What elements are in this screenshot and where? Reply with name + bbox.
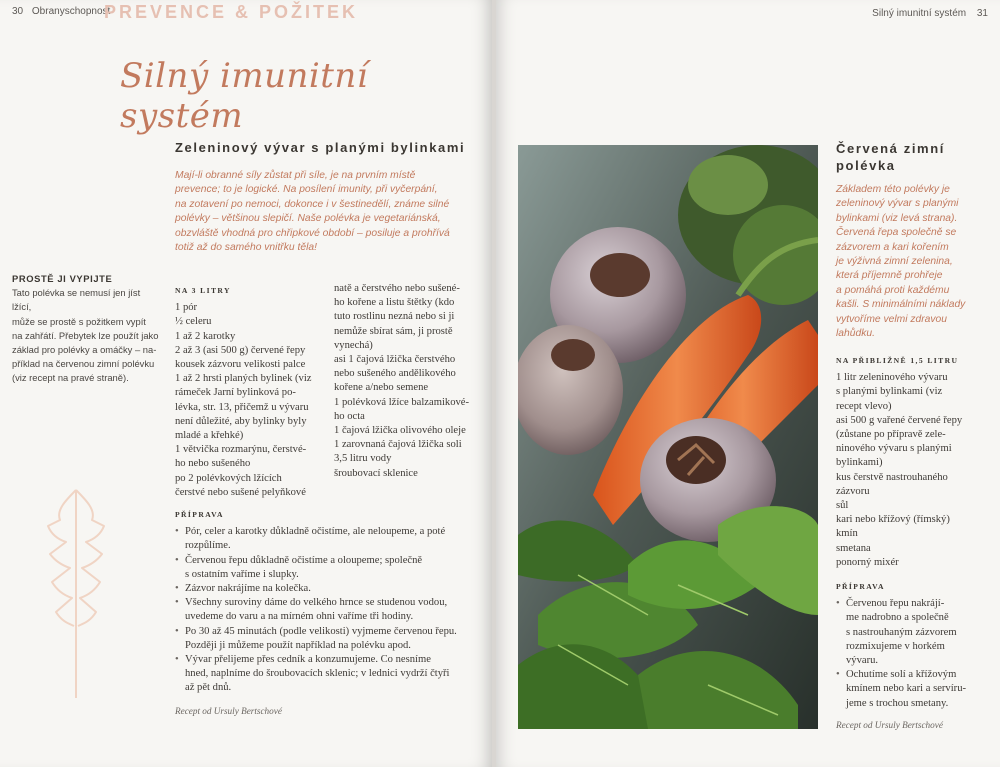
step-line: rozmixujeme v horkém (846, 640, 945, 652)
sidebar-line: může se prostě s požitkem vypít (12, 315, 146, 327)
ingredient-line: asi 500 g vařené červené řepy (836, 414, 963, 426)
step-line: • Zázvor nakrájíme na kolečka. (185, 583, 311, 595)
ingredient-line: nebo sušeného andělikového (334, 368, 456, 380)
sidebar-line: Tato polévka se nemusí jen jíst lžící, (12, 287, 141, 313)
ingredient-line: rámeček Jarní bylinková po- (175, 387, 296, 399)
quantity-label-right: NA PŘIBLIŽNĚ 1,5 LITRU (836, 356, 959, 365)
ingredient-line: kari nebo křížový (římský) (836, 514, 950, 526)
ingredient-line: ho kořene a listu štětky (kdo (334, 297, 455, 309)
intro-line: zázvorem a kari kořením (836, 241, 949, 253)
ingredient-line: 1 pór (175, 302, 198, 314)
intro-line: vytvoříme velmi zdravou (836, 313, 948, 325)
intro-line: totiž až do samého vnitřku těla! (175, 242, 317, 254)
step-item (175, 525, 487, 553)
step-line: až pět dnů. (185, 682, 232, 694)
step-line: me nadrobno a společně (846, 612, 949, 624)
intro-line: je výživná zimní zelenina, (836, 256, 953, 268)
ingredient-line: není důležité, aby bylinky byly (175, 415, 307, 427)
sidebar-title: PROSTĚ JI VYPIJTE (12, 273, 113, 284)
section-title: PREVENCE & POŽITEK (104, 2, 359, 22)
step-line: • Červenou řepu důkladně očistíme a oloupeme; společně (185, 554, 423, 566)
recipe-title-right (836, 140, 996, 174)
ingredient-line: 1 čajová lžička olivového oleje (334, 425, 466, 437)
preparation-label-right: PŘÍPRAVA (836, 582, 885, 591)
ingredient-line: zázvoru (836, 485, 870, 497)
ingredient-line: šroubovací sklenice (334, 467, 418, 479)
beetroot-icon (518, 325, 623, 455)
intro-line: lahůdku. (836, 328, 875, 340)
ingredients-left-col2 (334, 282, 484, 481)
step-item (175, 653, 487, 696)
intro-line: Mají-li obranné síly zůstat při síle, je na prvním místě (175, 170, 416, 181)
step-item (836, 597, 996, 668)
preparation-left (175, 508, 487, 696)
ingredient-line: 1 až 2 hrsti planých bylinek (viz (175, 373, 312, 385)
intro-line: polévky – většinou slepičí. Naše polévka je vegetariánská, (175, 213, 441, 225)
step-line: jeme s trochou smetany. (846, 697, 949, 709)
intro-line: Základem této polévky je (836, 184, 950, 195)
ingredient-line: sůl (836, 500, 849, 512)
chapter-script-title: Silný imunitní systém (120, 56, 369, 136)
ingredient-line: kořene a/nebo semene (334, 382, 429, 394)
quantity-label-left: NA 3 LITRY (175, 286, 231, 295)
ingredient-line: natě a čerstvého nebo sušené- (334, 283, 460, 294)
step-line: s ostatním vaříme i slupky. (185, 568, 299, 580)
ingredient-line: kousek zázvoru velikosti palce (175, 359, 306, 371)
step-item (175, 596, 487, 624)
intro-line: která příjemně prohřeje (836, 270, 943, 282)
ingredient-line: ho octa (334, 410, 365, 422)
step-line: • Po 30 až 45 minutách (podle velikosti) vyjmeme červenou řepu. (185, 625, 457, 637)
step-item (175, 625, 487, 653)
page-number-left: 30 (12, 6, 24, 17)
ingredient-line: s planými bylinkami (viz (836, 386, 943, 398)
vegetable-photo (518, 145, 818, 729)
intro-line: prevence; to je logické. Na posílení imunity, při vyčerpání, (175, 184, 438, 196)
step-line: Později ji můžeme použít například na polévku apod. (185, 639, 411, 651)
ingredient-line: mladé a křehké) (175, 430, 244, 442)
preparation-label-left: PŘÍPRAVA (175, 510, 224, 519)
ingredient-line: 3,5 litru vody (334, 453, 392, 465)
steps-list-left (175, 525, 487, 695)
running-head-right (872, 8, 988, 19)
ingredient-line: ponorný mixér (836, 556, 899, 568)
left-page (0, 0, 492, 767)
running-head-right-label: Silný imunitní systém (872, 8, 967, 19)
preparation-right (836, 580, 996, 711)
ingredient-line: 1 polévková lžíce balzamikové- (334, 396, 470, 408)
intro-line: Červená řepa společně se (836, 227, 957, 239)
ingredient-line: 1 zarovnaná čajová lžička soli (334, 439, 462, 451)
ingredient-line: čerstvé nebo sušené pelyňkové (175, 486, 306, 498)
step-line: rozpůlíme. (185, 540, 231, 552)
ingredients-left-col1 (175, 284, 333, 500)
ingredient-line: nemůže sbírat sám, ji prostě (334, 325, 453, 337)
ingredients-right (836, 354, 996, 570)
ingredient-line: ½ celeru (175, 316, 212, 328)
step-line: kmínem nebo kari a servíru- (846, 683, 967, 695)
ingredient-line: smetana (836, 542, 871, 554)
ingredient-line: bylinkami) (836, 457, 883, 469)
step-line: uvedeme do varu a na mírném ohni vaříme tři hodiny. (185, 611, 414, 623)
intro-line: kašli. S minimálními náklady (836, 299, 966, 311)
intro-line: na zotavení po nemoci, dokonce i v šestinedělí, známe silné (175, 198, 450, 210)
sidebar-line: (viz recept na pravé straně). (12, 372, 129, 384)
recipe-intro-right (836, 183, 996, 341)
recipe-credit-left: Recept od Ursuly Bertschové (175, 706, 282, 716)
ingredient-line: vynechá) (334, 339, 373, 351)
ingredient-line: lévka, str. 13, přičemž u vývaru (175, 401, 309, 413)
intro-line: bylinkami (viz levá strana). (836, 212, 958, 224)
intro-line: zeleninový vývar s planými (836, 198, 959, 210)
page-number-right: 31 (976, 8, 988, 19)
sidebar-line: příklad na červenou zimní polévku (12, 358, 155, 370)
photo-illustration (518, 145, 818, 729)
recipe-credit-right: Recept od Ursuly Bertschové (836, 720, 943, 730)
ingredient-line: 2 až 3 (asi 500 g) červené řepy (175, 344, 306, 356)
ingredient-line: asi 1 čajová lžička čerstvého (334, 354, 456, 366)
recipe-title-left: Zeleninový vývar s planými bylinkami (175, 140, 466, 155)
sidebar-tip (12, 272, 162, 386)
dandelion-leaf-illustration (36, 470, 116, 700)
ingredient-line: 1 větvička rozmarýnu, čerstvé- (175, 444, 307, 456)
step-line: • Vývar přelijeme přes cedník a konzumujeme. Co nesníme (185, 654, 431, 666)
ingredient-line: kmín (836, 528, 858, 540)
recipe-title-right-line: Červená zimní (836, 141, 945, 156)
recipe-title-right-line: polévka (836, 158, 896, 173)
ingredient-line: ninového vývaru s planými (836, 443, 952, 455)
running-head-left-label: Obranyschopnost (31, 6, 111, 17)
step-line: • Pór, celer a karotky důkladně očistíme, ale neloupeme, a poté (185, 526, 446, 538)
ingredient-line: tuto rostlinu nezná nebo si ji (334, 311, 455, 323)
step-item (836, 668, 996, 711)
step-line: • Ochutíme solí a křížovým (846, 669, 957, 681)
recipe-intro-left (175, 169, 485, 255)
ingredient-line: 1 litr zeleninového vývaru (836, 372, 948, 384)
ingredient-line: (zůstane po přípravě zele- (836, 429, 946, 441)
intro-line: obzvláště vhodná pro chřipkové období – posiluje a prohřívá (175, 227, 450, 239)
ingredient-line: 1 až 2 karotky (175, 330, 236, 342)
ingredient-line: recept vlevo) (836, 400, 892, 412)
ingredient-line: kus čerstvě nastrouhaného (836, 471, 948, 483)
intro-line: a pomáhá proti každému (836, 284, 950, 296)
step-item (175, 582, 487, 596)
step-line: • Červenou řepu nakrájí- (846, 598, 945, 610)
steps-list-right (836, 597, 996, 711)
step-line: hned, naplníme do šroubovacích sklenic; v lednici vydrží čtyři (185, 668, 450, 680)
ingredient-line: ho nebo sušeného (175, 458, 251, 470)
sidebar-line: základ pro polévky a omáčky – na- (12, 344, 157, 356)
ingredient-line: po 2 polévkových lžících (175, 472, 282, 484)
step-item (175, 554, 487, 582)
running-head-left (12, 6, 110, 17)
step-line: • Všechny suroviny dáme do velkého hrnce se studenou vodou, (185, 597, 448, 609)
step-line: s nastrouhaným zázvorem (846, 626, 957, 638)
sidebar-line: na zahřátí. Přebytek lze použít jako (12, 329, 159, 341)
step-line: vývaru. (846, 655, 879, 667)
